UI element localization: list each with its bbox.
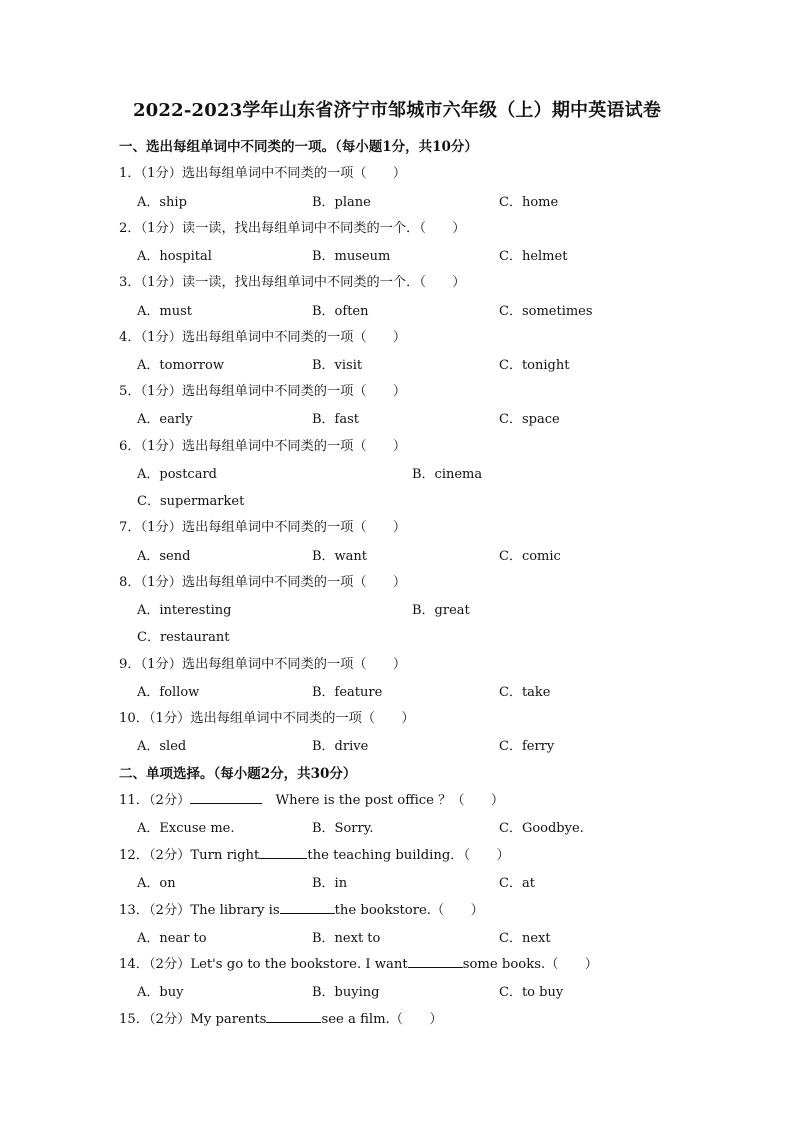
- q11-prefix: 11．（2分）: [119, 793, 191, 808]
- q13-option-b: B．next to: [312, 931, 381, 946]
- question-4: 4．（1分）选出每组单词中不同类的一项（ ）: [119, 330, 407, 345]
- q7-option-a: A．send: [137, 549, 191, 564]
- question-13: [119, 899, 484, 918]
- q8-option-b: B．great: [412, 603, 470, 618]
- q14-prefix: 14．（2分）Let's go to the bookstore. I want: [119, 957, 408, 972]
- q10-option-b: B．drive: [312, 739, 369, 754]
- q15-prefix: 15．（2分）My parents: [119, 1012, 267, 1027]
- question-6: 6．（1分）选出每组单词中不同类的一项（ ）: [119, 439, 407, 454]
- q1-option-b: B．plane: [312, 195, 371, 210]
- q13-option-a: A．near to: [137, 931, 207, 946]
- q12-option-a: A．on: [137, 876, 176, 891]
- q10-option-a: A．sled: [137, 739, 187, 754]
- section-1-heading: 一、选出每组单词中不同类的一项。（每小题1分，共10分）: [119, 139, 478, 155]
- question-9: 9．（1分）选出每组单词中不同类的一项（ ）: [119, 657, 407, 672]
- q15-suffix: see a film.（ ）: [321, 1012, 443, 1027]
- q5-option-b: B．fast: [312, 412, 360, 427]
- q11-blank: [190, 791, 262, 804]
- q1-option-c: C．home: [499, 195, 559, 210]
- q14-option-a: A．buy: [137, 985, 184, 1000]
- question-10: 10．（1分）选出每组单词中不同类的一项（ ）: [119, 711, 415, 726]
- section-2-heading: 二、单项选择。（每小题2分，共30分）: [119, 766, 357, 782]
- exam-title: 2022-2023学年山东省济宁市邹城市六年级（上）期中英语试卷: [132, 100, 662, 121]
- question-12: [119, 844, 510, 863]
- q11-option-b: B．Sorry.: [312, 821, 374, 836]
- q12-suffix: the teaching building．（ ）: [307, 848, 510, 863]
- q6-option-b: B．cinema: [412, 467, 483, 482]
- q9-option-a: A．follow: [137, 685, 200, 700]
- q4-option-c: C．tonight: [499, 358, 570, 373]
- q6-option-a: A．postcard: [137, 467, 217, 482]
- q11-suffix: Where is the post office ？（ ）: [262, 793, 505, 808]
- q4-option-b: B．visit: [312, 358, 363, 373]
- q15-blank: [266, 1010, 321, 1023]
- q5-option-c: C．space: [499, 412, 560, 427]
- q7-option-b: B．want: [312, 549, 368, 564]
- question-1: 1．（1分）选出每组单词中不同类的一项（ ）: [119, 166, 407, 181]
- q13-blank: [280, 901, 335, 914]
- q12-blank: [259, 846, 307, 859]
- q1-option-a: A．ship: [137, 195, 187, 210]
- question-3: 3．（1分）读一读，找出每组单词中不同类的一个．（ ）: [119, 275, 466, 290]
- q14-option-c: C．to buy: [499, 985, 564, 1000]
- q9-option-b: B．feature: [312, 685, 383, 700]
- q12-prefix: 12．（2分）Turn right: [119, 848, 260, 863]
- q11-option-c: C．Goodbye.: [499, 821, 584, 836]
- question-14: [119, 953, 598, 972]
- q7-option-c: C．comic: [499, 549, 561, 564]
- q11-option-a: A．Excuse me.: [137, 821, 235, 836]
- q12-option-c: C．at: [499, 876, 535, 891]
- question-2: 2．（1分）读一读，找出每组单词中不同类的一个．（ ）: [119, 221, 466, 236]
- q4-option-a: A．tomorrow: [137, 358, 224, 373]
- q13-option-c: C．next: [499, 931, 551, 946]
- q2-option-a: A．hospital: [137, 249, 212, 264]
- q13-prefix: 13．（2分）The library is: [119, 903, 280, 918]
- q14-option-b: B．buying: [312, 985, 380, 1000]
- q6-option-c: C．supermarket: [137, 494, 245, 509]
- question-8: 8．（1分）选出每组单词中不同类的一项（ ）: [119, 575, 407, 590]
- q9-option-c: C．take: [499, 685, 551, 700]
- question-7: 7．（1分）选出每组单词中不同类的一项（ ）: [119, 520, 407, 535]
- q14-suffix: some books.（ ）: [462, 957, 598, 972]
- q2-option-b: B．museum: [312, 249, 391, 264]
- q8-option-c: C．restaurant: [137, 630, 230, 645]
- q12-option-b: B．in: [312, 876, 348, 891]
- question-5: 5．（1分）选出每组单词中不同类的一项（ ）: [119, 384, 407, 399]
- q8-option-a: A．interesting: [137, 603, 232, 618]
- q2-option-c: C．helmet: [499, 249, 568, 264]
- q3-option-b: B．often: [312, 304, 369, 319]
- q5-option-a: A．early: [137, 412, 193, 427]
- q14-blank: [408, 955, 463, 968]
- q10-option-c: C．ferry: [499, 739, 555, 754]
- q3-option-c: C．sometimes: [499, 304, 593, 319]
- question-11: [119, 789, 504, 808]
- q13-suffix: the bookstore.（ ）: [334, 903, 484, 918]
- question-15: [119, 1008, 443, 1027]
- q3-option-a: A．must: [137, 304, 192, 319]
